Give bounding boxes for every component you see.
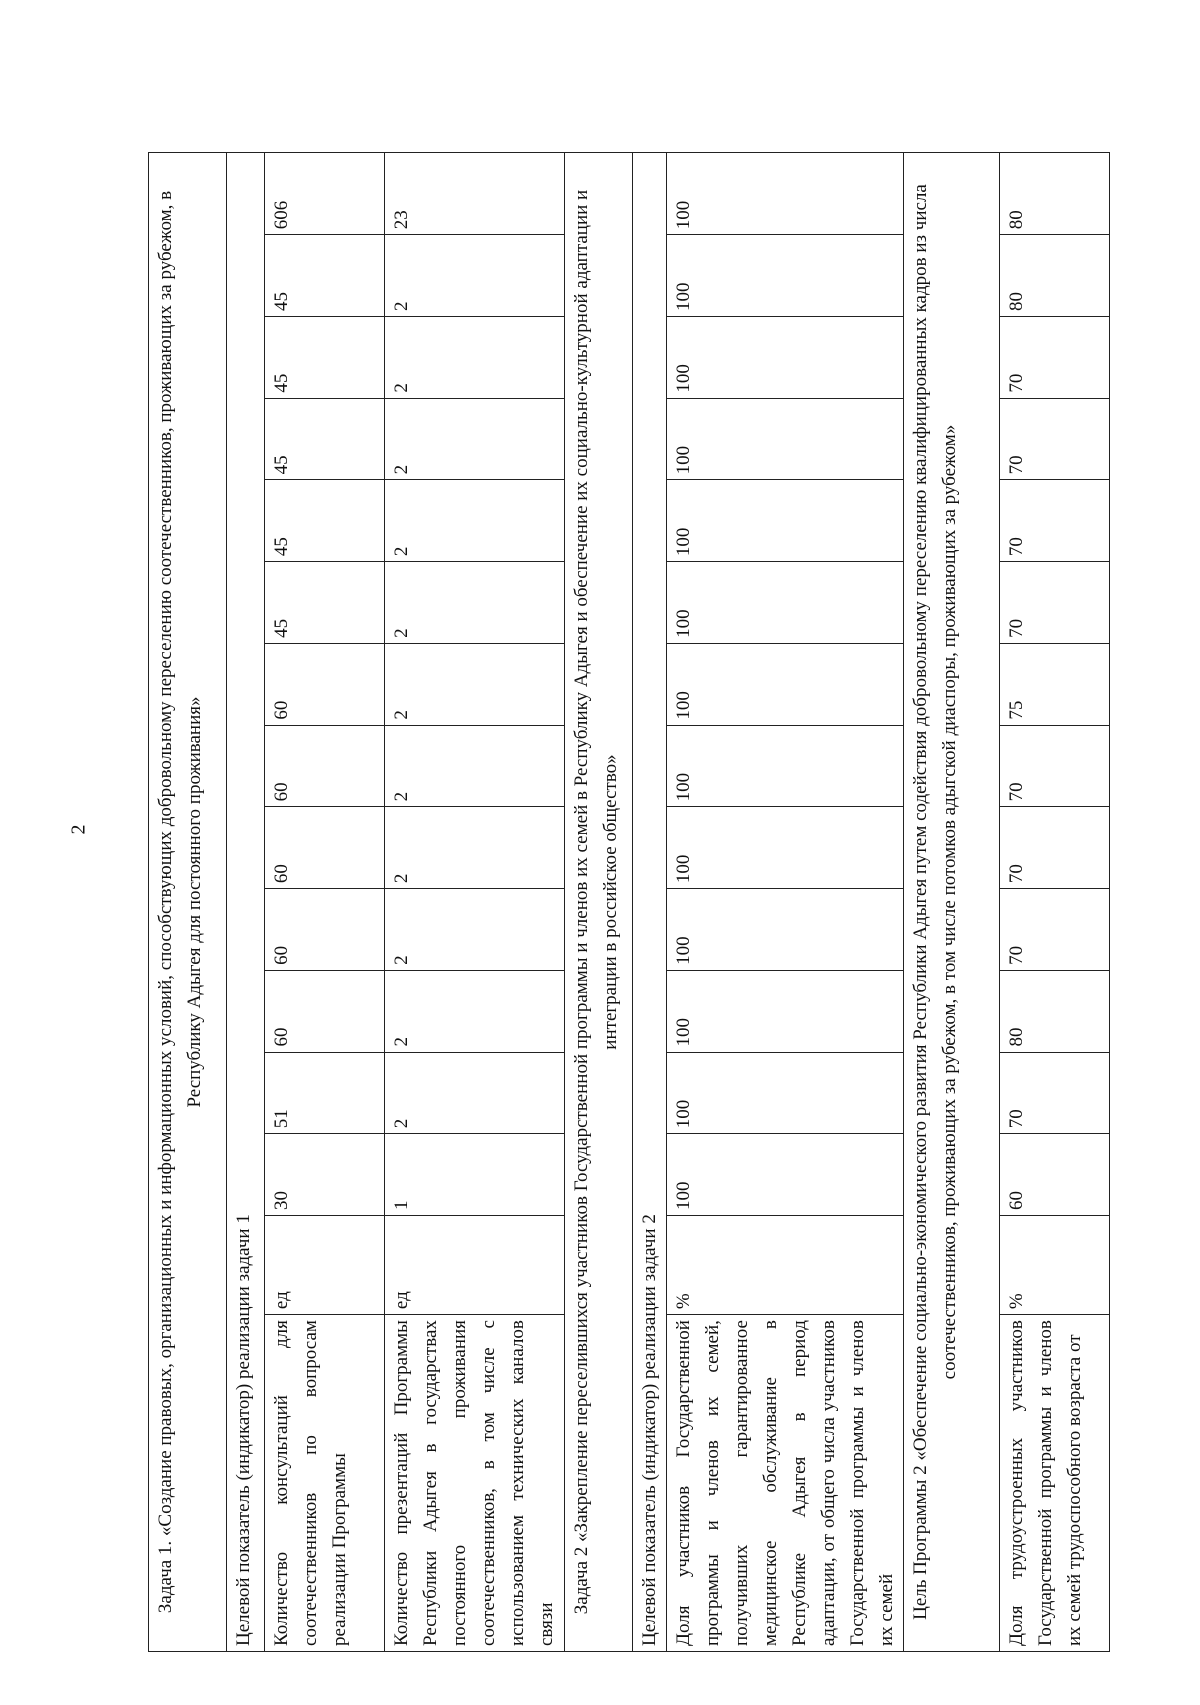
value-cell: 2	[385, 398, 565, 480]
value-cell: 70	[1000, 725, 1110, 807]
value-cell: 100	[667, 807, 904, 889]
unit-cell: ед	[265, 1216, 385, 1315]
value-cell: 100	[667, 643, 904, 725]
value-cell: 100	[667, 970, 904, 1052]
task2-indicator-header: Целевой показатель (индикатор) реализации задачи 2	[633, 153, 667, 1652]
value-cell: 45	[265, 480, 385, 562]
value-cell: 60	[265, 643, 385, 725]
value-cell: 70	[1000, 480, 1110, 562]
value-cell: 2	[385, 316, 565, 398]
value-cell: 75	[1000, 643, 1110, 725]
unit-cell: %	[667, 1216, 904, 1315]
value-cell: 100	[667, 398, 904, 480]
total-cell: 100	[667, 153, 904, 235]
value-cell: 100	[667, 480, 904, 562]
value-cell: 70	[1000, 807, 1110, 889]
value-cell: 2	[385, 725, 565, 807]
value-cell: 60	[265, 970, 385, 1052]
value-cell: 100	[667, 1134, 904, 1216]
indicator-name: Доля трудоустроенных участников Государственной программы и членов их семей трудоспособного возраста от	[1000, 1315, 1110, 1652]
indicator-name: Количество презентаций Программы Республики Адыгея в государствах постоянного проживания соотечественников, в том числе с использованием технических каналов связи	[385, 1315, 565, 1652]
value-cell: 51	[265, 1052, 385, 1134]
unit-cell: %	[1000, 1216, 1110, 1315]
value-cell: 45	[265, 316, 385, 398]
value-cell: 70	[1000, 562, 1110, 644]
table-row	[265, 153, 385, 1652]
total-cell: 23	[385, 153, 565, 235]
value-cell: 100	[667, 889, 904, 971]
value-cell: 70	[1000, 1052, 1110, 1134]
indicators-table	[148, 152, 1110, 1652]
value-cell: 60	[1000, 1134, 1110, 1216]
total-cell: 80	[1000, 153, 1110, 235]
goal2-title: Цель Программы 2 «Обеспечение социально-экономического развития Республики Адыгея путем содействия добровольному переселению квалифицированных кадров из числа соотечественников, проживающих за рубежом, в том числе потомков адыгской диаспоры, проживающих за рубежом»	[904, 153, 1000, 1652]
value-cell: 45	[265, 398, 385, 480]
task2-title: Задача 2 «Закрепление переселившихся участников Государственной программы и членов их семей в Республику Адыгея и обеспечение их социально-культурной адаптации и интеграции в российское общество»	[565, 153, 633, 1652]
value-cell: 2	[385, 643, 565, 725]
table-row	[667, 153, 904, 1652]
value-cell: 2	[385, 1052, 565, 1134]
value-cell: 100	[667, 725, 904, 807]
value-cell: 70	[1000, 398, 1110, 480]
value-cell: 80	[1000, 970, 1110, 1052]
value-cell: 80	[1000, 235, 1110, 317]
page-number: 2	[67, 824, 90, 835]
value-cell: 45	[265, 235, 385, 317]
value-cell: 60	[265, 889, 385, 971]
value-cell: 45	[265, 562, 385, 644]
task1-indicator-header: Целевой показатель (индикатор) реализации задачи 1	[227, 153, 265, 1652]
value-cell: 100	[667, 1052, 904, 1134]
value-cell: 70	[1000, 316, 1110, 398]
task1-title: Задача 1. «Создание правовых, организационных и информационных условий, способствующих добровольному переселению соотечественников, проживающих за рубежом, в Республику Адыгея для постоянного проживания»	[149, 153, 227, 1652]
value-cell: 60	[265, 725, 385, 807]
table-row	[1000, 153, 1110, 1652]
indicator-name: Количество консультаций для соотечественников по вопросам реализации Программы	[265, 1315, 385, 1652]
value-cell: 2	[385, 480, 565, 562]
indicator-name: Доля участников Государственной программы и членов их семей, получивших гарантированное медицинское обслуживание в Республике Адыгея в период адаптации, от общего числа участников Государственной программы и членов их семей	[667, 1315, 904, 1652]
value-cell: 70	[1000, 889, 1110, 971]
unit-cell: ед	[385, 1216, 565, 1315]
table-row	[385, 153, 565, 1652]
value-cell: 2	[385, 235, 565, 317]
value-cell: 2	[385, 889, 565, 971]
value-cell: 100	[667, 316, 904, 398]
value-cell: 1	[385, 1134, 565, 1216]
value-cell: 100	[667, 562, 904, 644]
value-cell: 100	[667, 235, 904, 317]
value-cell: 60	[265, 807, 385, 889]
value-cell: 2	[385, 807, 565, 889]
value-cell: 2	[385, 562, 565, 644]
value-cell: 2	[385, 970, 565, 1052]
value-cell: 30	[265, 1134, 385, 1216]
rotated-page-content	[148, 152, 1085, 1652]
total-cell: 606	[265, 153, 385, 235]
